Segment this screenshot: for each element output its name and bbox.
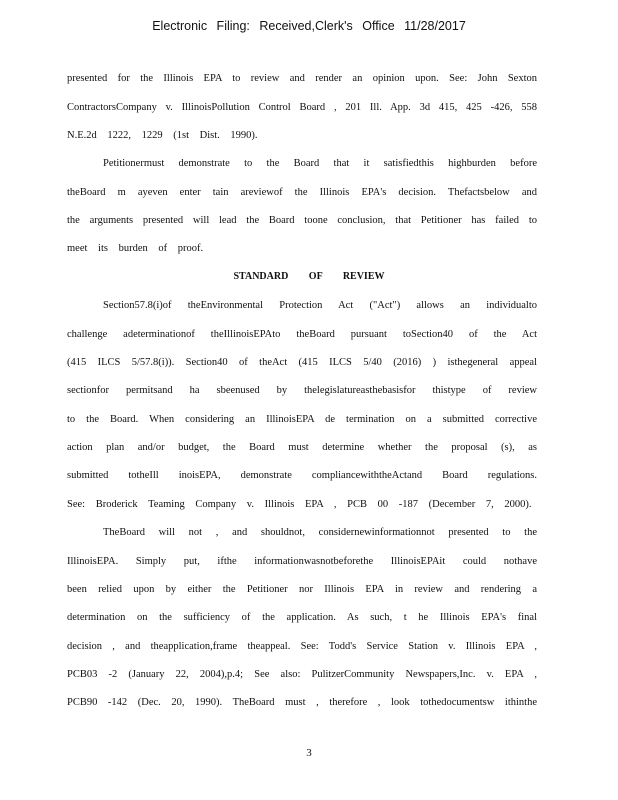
text-line: decision , and theapplication,frame theappeal. See: Todd's Service Station v. Illinois EPA , <box>67 641 537 652</box>
text-line: ContractorsCompany v. IllinoisPollution Control Board , 201 Ill. App. 3d 415, 425 -426, 558 <box>67 102 537 113</box>
text-line: submitted totheIll inoisEPA, demonstrate compliancewiththeActand Board regulations. <box>67 470 537 481</box>
text-line: the arguments presented will lead the Board toone conclusion, that Petitioner has failed to <box>67 215 537 226</box>
text-line: been relied upon by either the Petitioner nor Illinois EPA in review and rendering a <box>67 584 537 595</box>
text-line: Section57.8(i)of theEnvironmental Protection Act ("Act") allows an individualto <box>103 300 537 311</box>
text-line: meet its burden of proof. <box>67 243 204 254</box>
text-line: Petitionermust demonstrate to the Board that it satisfiedthis highburden before <box>103 158 537 169</box>
text-line: PCB90 -142 (Dec. 20, 1990). TheBoard must , therefore , look tothedocumentsw ithinthe <box>67 697 537 708</box>
page-number: 3 <box>306 747 312 759</box>
section-heading: STANDARD OF REVIEW <box>233 271 385 282</box>
text-line: See: Broderick Teaming Company v. Illinois EPA , PCB 00 -187 (December 7, 2000). <box>67 499 532 510</box>
text-line: (415 ILCS 5/57.8(i)). Section40 of theAct (415 ILCS 5/40 (2016) ) isthegeneral appeal <box>67 357 537 368</box>
filing-header: Electronic Filing: Received,Clerk's Office 11/28/2017 <box>152 19 466 33</box>
text-line: PCB03 -2 (January 22, 2004),p.4; See also: PulitzerCommunity Newspapers,Inc. v. EPA , <box>67 669 537 680</box>
text-line: IllinoisEPA. Simply put, ifthe informationwasnotbeforethe IllinoisEPAit could nothave <box>67 556 537 567</box>
text-line: determination on the sufficiency of the application. As such, t he Illinois EPA's final <box>67 612 537 623</box>
text-line: action plan and/or budget, the Board must determine whether the proposal (s), as <box>67 442 537 453</box>
text-line: presented for the Illinois EPA to review and render an opinion upon. See: John Sexton <box>67 73 537 84</box>
text-line: TheBoard will not , and shouldnot, considernewinformationnot presented to the <box>103 527 537 538</box>
text-line: N.E.2d 1222, 1229 (1st Dist. 1990). <box>67 130 258 141</box>
text-line: sectionfor permitsand ha sbeenused by thelegislatureasthebasisfor thistype of review <box>67 385 537 396</box>
text-line: challenge adeterminationof theIllinoisEPAto theBoard pursuant toSection40 of the Act <box>67 329 537 340</box>
text-line: to the Board. When considering an IllinoisEPA de termination on a submitted corrective <box>67 414 537 425</box>
text-line: theBoard m ayeven enter tain areviewof the Illinois EPA's decision. Thefactsbelow and <box>67 187 537 198</box>
